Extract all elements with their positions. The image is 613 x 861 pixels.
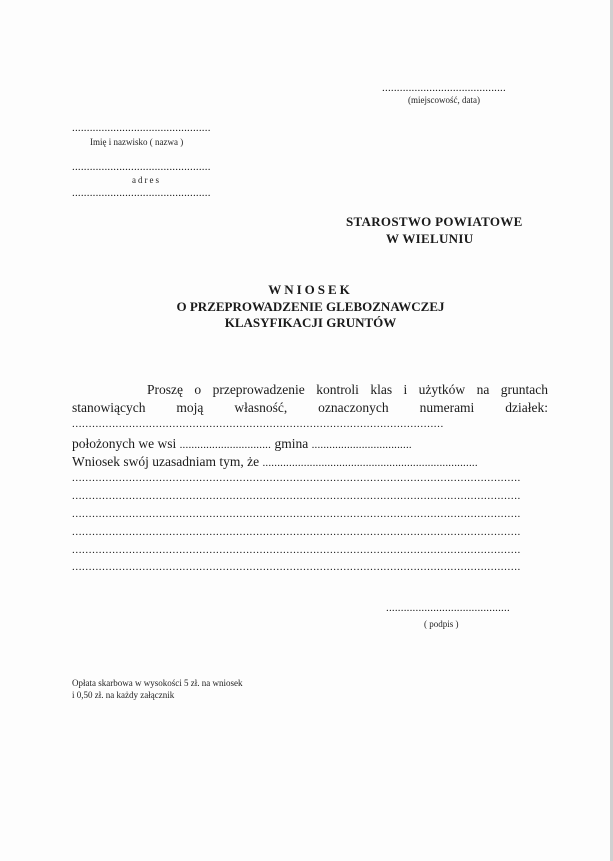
applicant-name-label: Imię i nazwisko ( nazwa ) <box>90 137 184 147</box>
fee-note-line-1: Opłata skarbowa w wysokości 5 zł. na wniosek <box>72 678 243 688</box>
fee-note-line-2: i 0,50 zł. na każdy załącznik <box>72 690 175 700</box>
recipient-city: W WIELUNIU <box>386 231 474 246</box>
signature-field[interactable]: .......................................... <box>386 602 510 614</box>
request-paragraph-line-1: Proszę o przeprowadzenie kontroli klas i użytków na gruntach <box>147 382 548 397</box>
justification-line-field[interactable]: ...................................................................................................................................... <box>72 508 521 520</box>
commune-field[interactable]: .................................. <box>311 439 412 451</box>
place-date-label: (miejscowość, data) <box>408 95 480 105</box>
recipient-office: STAROSTWO POWIATOWE <box>346 214 523 229</box>
justification-label: Wniosek swój uzasadniam tym, że <box>72 454 260 469</box>
location-line <box>72 436 548 452</box>
place-date-field[interactable]: .......................................... <box>382 82 506 94</box>
signature-label: ( podpis ) <box>424 619 459 629</box>
village-field[interactable]: ............................... <box>179 439 272 451</box>
justification-line-field[interactable]: ...................................................................................................................................... <box>72 526 521 538</box>
justification-line-field[interactable]: ...................................................................................................................................... <box>72 544 521 556</box>
request-paragraph-line-2: stanowiących moją własność, oznaczonych numerami działek: <box>72 400 548 415</box>
justification-line-field[interactable]: ...................................................................................................................................... <box>72 490 521 502</box>
applicant-name-field[interactable]: ............................................... <box>72 122 211 134</box>
applicant-address-field-2[interactable]: ............................................... <box>72 187 211 199</box>
document-title: WNIOSEK <box>268 282 353 297</box>
parcel-numbers-field[interactable]: ............................................................................................................... <box>72 418 444 430</box>
justification-field[interactable]: ......................................................................... <box>262 457 478 469</box>
justification-line <box>72 454 548 470</box>
village-label: położonych we wsi <box>72 436 177 451</box>
document-subtitle-2: KLASYFIKACJI GRUNTÓW <box>224 315 397 330</box>
applicant-address-field-1[interactable]: ............................................... <box>72 161 211 173</box>
applicant-address-label: adres <box>132 175 161 185</box>
justification-line-field[interactable]: ...................................................................................................................................... <box>72 561 521 573</box>
justification-line-field[interactable]: ...................................................................................................................................... <box>72 472 521 484</box>
commune-label: gmina <box>274 436 309 451</box>
document-subtitle-1: O PRZEPROWADZENIE GLEBOZNAWCZEJ <box>176 299 445 314</box>
